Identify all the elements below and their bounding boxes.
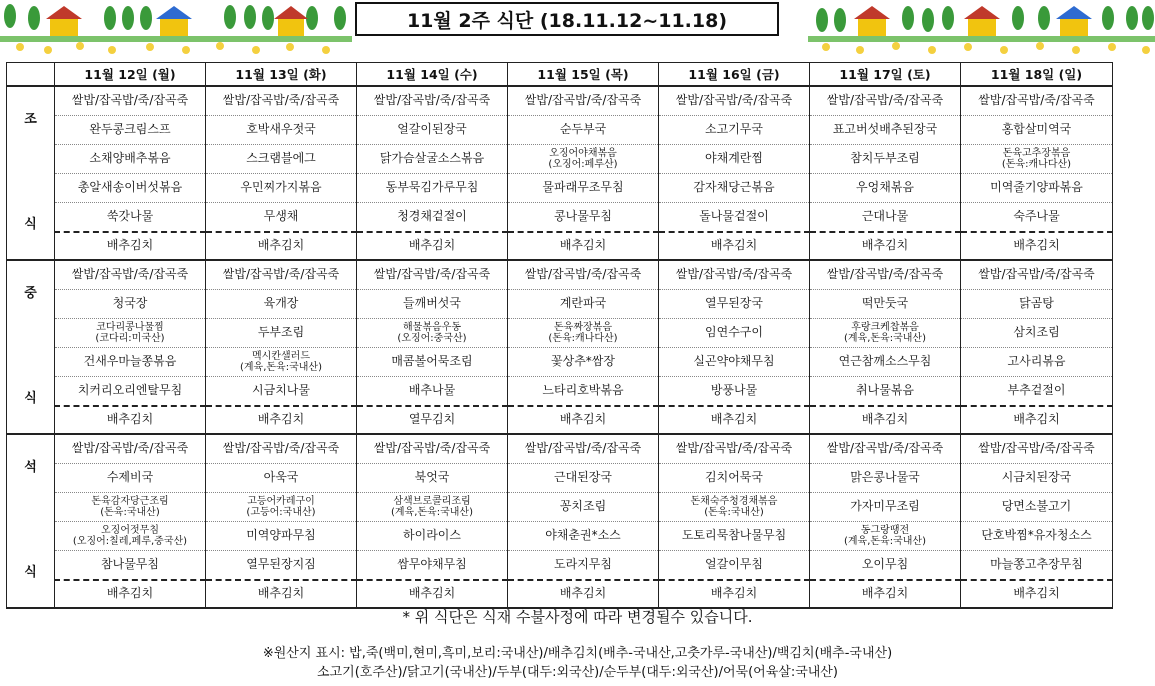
meal-label-bottom: 식 (24, 565, 37, 581)
menu-cell: 아욱국 (206, 464, 357, 493)
menu-cell: 배추김치 (508, 232, 659, 260)
menu-cell: 배추김치 (961, 232, 1113, 260)
day-header: 11월 16일 (금) (659, 63, 810, 87)
menu-cell: 시금치나물 (206, 377, 357, 407)
menu-cell: 콩나물무침 (508, 203, 659, 233)
menu-cell: 소채양배추볶음 (55, 145, 206, 174)
menu-cell: 돌나물겉절이 (659, 203, 810, 233)
menu-cell: 쌀밥/잡곡밥/죽/잡곡죽 (810, 434, 961, 464)
menu-cell: 쌈무야채무침 (357, 551, 508, 581)
menu-cell: 청국장 (55, 290, 206, 319)
day-header-row (7, 63, 1113, 87)
kimchi-row (7, 580, 1113, 608)
menu-cell: 쌀밥/잡곡밥/죽/잡곡죽 (961, 260, 1113, 290)
menu-cell: 쌀밥/잡곡밥/죽/잡곡죽 (810, 260, 961, 290)
menu-cell: 무생채 (206, 203, 357, 233)
menu-cell: 미역양파무침 (206, 522, 357, 551)
page-title: 11월 2주 식단 (18.11.12~11.18) (355, 2, 779, 36)
menu-cell: 소고기무국 (659, 116, 810, 145)
menu-row (7, 377, 1113, 407)
menu-cell: 건새우마늘쫑볶음 (55, 348, 206, 377)
menu-cell: 숙주나물 (961, 203, 1113, 233)
menu-cell: 쌀밥/잡곡밥/죽/잡곡죽 (961, 86, 1113, 116)
day-header: 11월 17일 (토) (810, 63, 961, 87)
menu-cell: 멕시칸샐러드 (계육,돈육:국내산) (206, 348, 357, 377)
menu-row (7, 522, 1113, 551)
menu-cell: 배추김치 (659, 580, 810, 608)
kimchi-row (7, 232, 1113, 260)
origin-line: ※원산지 표시: 밥,죽(백미,현미,흑미,보리:국내산)/배추김치(배추-국내산,고춧가루-국내산)/백김치(배추-국내산) (262, 646, 893, 661)
menu-cell: 쌀밥/잡곡밥/죽/잡곡죽 (357, 260, 508, 290)
menu-cell: 열무된장지짐 (206, 551, 357, 581)
meal-label-bottom: 식 (24, 391, 37, 407)
menu-cell: 미역줄기양파볶음 (961, 174, 1113, 203)
menu-row (7, 551, 1113, 581)
menu-cell: 배추김치 (206, 580, 357, 608)
menu-row (7, 260, 1113, 290)
house-icon (854, 6, 1092, 36)
menu-cell: 쌀밥/잡곡밥/죽/잡곡죽 (659, 434, 810, 464)
meal-label (7, 260, 55, 434)
menu-cell: 부추겉절이 (961, 377, 1113, 407)
menu-cell: 배추김치 (206, 232, 357, 260)
menu-cell: 삼색브로콜리조림 (계육,돈육:국내산) (357, 493, 508, 522)
menu-row (7, 319, 1113, 348)
menu-row (7, 493, 1113, 522)
kimchi-row (7, 406, 1113, 434)
menu-cell: 근대된장국 (508, 464, 659, 493)
menu-cell: 쌀밥/잡곡밥/죽/잡곡죽 (659, 260, 810, 290)
menu-cell: 쌀밥/잡곡밥/죽/잡곡죽 (206, 434, 357, 464)
menu-cell: 물파래무조무침 (508, 174, 659, 203)
menu-cell: 배추김치 (357, 232, 508, 260)
menu-cell: 배추김치 (357, 580, 508, 608)
menu-cell: 배추김치 (659, 406, 810, 434)
menu-cell: 닭가슴살굴소스볶음 (357, 145, 508, 174)
menu-table (6, 62, 1113, 609)
origin-line: 소고기(호주산)/닭고기(국내산)/두부(대두:외국산)/순두부(대두:외국산)/어묵(어육살:국내산) (317, 665, 838, 680)
day-header: 11월 18일 (일) (961, 63, 1113, 87)
menu-cell: 매콤볼어묵조림 (357, 348, 508, 377)
menu-cell: 느타리호박볶음 (508, 377, 659, 407)
menu-cell: 참치두부조림 (810, 145, 961, 174)
menu-cell: 참나물무침 (55, 551, 206, 581)
day-header: 11월 14일 (수) (357, 63, 508, 87)
meal-label-top: 조 (24, 112, 37, 127)
menu-row (7, 116, 1113, 145)
menu-cell: 수제비국 (55, 464, 206, 493)
menu-cell: 쌀밥/잡곡밥/죽/잡곡죽 (659, 86, 810, 116)
menu-cell: 취나물볶음 (810, 377, 961, 407)
menu-cell: 닭곰탕 (961, 290, 1113, 319)
menu-cell: 배추김치 (810, 406, 961, 434)
menu-cell: 오징어야채볶음 (오징어:페루산) (508, 145, 659, 174)
decorative-banner-left (0, 0, 352, 58)
menu-cell: 쌀밥/잡곡밥/죽/잡곡죽 (55, 434, 206, 464)
menu-cell: 열무된장국 (659, 290, 810, 319)
day-header: 11월 13일 (화) (206, 63, 357, 87)
menu-cell: 오이무침 (810, 551, 961, 581)
corner-cell (7, 63, 55, 87)
menu-cell: 삼치조림 (961, 319, 1113, 348)
menu-cell: 배추김치 (55, 406, 206, 434)
day-header: 11월 15일 (목) (508, 63, 659, 87)
menu-cell: 쌀밥/잡곡밥/죽/잡곡죽 (961, 434, 1113, 464)
menu-cell: 후랑크케찹볶음 (계육,돈육:국내산) (810, 319, 961, 348)
menu-cell: 배추김치 (961, 406, 1113, 434)
menu-cell: 배추김치 (206, 406, 357, 434)
menu-cell: 치커리오리엔탈무침 (55, 377, 206, 407)
menu-cell: 도토리묵참나물무침 (659, 522, 810, 551)
menu-cell: 맑은콩나물국 (810, 464, 961, 493)
menu-cell: 해물볶음우동 (오징어:중국산) (357, 319, 508, 348)
menu-cell: 쌀밥/잡곡밥/죽/잡곡죽 (357, 86, 508, 116)
menu-cell: 단호박찜*유자청소스 (961, 522, 1113, 551)
menu-cell: 쌀밥/잡곡밥/죽/잡곡죽 (55, 260, 206, 290)
menu-cell: 야채계란찜 (659, 145, 810, 174)
menu-cell: 시금치된장국 (961, 464, 1113, 493)
flower-icon (822, 42, 1150, 54)
menu-cell: 계란파국 (508, 290, 659, 319)
menu-cell: 표고버섯배추된장국 (810, 116, 961, 145)
menu-cell: 감자채당근볶음 (659, 174, 810, 203)
menu-cell: 돈채숙주청경채볶음 (돈육:국내산) (659, 493, 810, 522)
menu-row (7, 145, 1113, 174)
meal-label-top: 석 (24, 460, 37, 475)
menu-cell: 고사리볶음 (961, 348, 1113, 377)
menu-cell: 얼갈이된장국 (357, 116, 508, 145)
menu-cell: 쌀밥/잡곡밥/죽/잡곡죽 (55, 86, 206, 116)
menu-body (7, 86, 1113, 608)
meal-label-bottom: 식 (24, 217, 37, 233)
menu-cell: 우민찌가지볶음 (206, 174, 357, 203)
menu-cell: 마늘쫑고추장무침 (961, 551, 1113, 581)
menu-row (7, 348, 1113, 377)
menu-cell: 야채춘권*소스 (508, 522, 659, 551)
menu-cell: 방풍나물 (659, 377, 810, 407)
menu-cell: 홍합살미역국 (961, 116, 1113, 145)
menu-cell: 배추김치 (810, 580, 961, 608)
menu-cell: 배추김치 (810, 232, 961, 260)
menu-row (7, 290, 1113, 319)
menu-cell: 쌀밥/잡곡밥/죽/잡곡죽 (206, 86, 357, 116)
menu-cell: 배추김치 (508, 406, 659, 434)
change-notice: * 위 식단은 식재 수불사정에 따라 변경될수 있습니다. (402, 608, 753, 626)
menu-cell: 총알새송이버섯볶음 (55, 174, 206, 203)
menu-cell: 쑥갓나물 (55, 203, 206, 233)
menu-cell: 가자미무조림 (810, 493, 961, 522)
menu-cell: 하이라이스 (357, 522, 508, 551)
menu-cell: 순두부국 (508, 116, 659, 145)
menu-cell: 코다리콩나물찜 (코다리:미국산) (55, 319, 206, 348)
menu-row (7, 203, 1113, 233)
menu-cell: 배추김치 (508, 580, 659, 608)
menu-cell: 돈육짜장볶음 (돈육:캐나다산) (508, 319, 659, 348)
menu-cell: 육개장 (206, 290, 357, 319)
menu-row (7, 464, 1113, 493)
menu-cell: 쌀밥/잡곡밥/죽/잡곡죽 (508, 434, 659, 464)
menu-cell: 쌀밥/잡곡밥/죽/잡곡죽 (508, 86, 659, 116)
menu-cell: 배추김치 (961, 580, 1113, 608)
decorative-banner-right (808, 0, 1155, 58)
menu-cell: 고등어카레구이 (고등어:국내산) (206, 493, 357, 522)
menu-cell: 당면소불고기 (961, 493, 1113, 522)
menu-cell: 우엉채볶음 (810, 174, 961, 203)
menu-cell: 임연수구이 (659, 319, 810, 348)
day-header: 11월 12일 (월) (55, 63, 206, 87)
menu-cell: 배추김치 (55, 232, 206, 260)
menu-cell: 동부묵김가루무침 (357, 174, 508, 203)
origin-notice (0, 644, 1155, 682)
menu-cell: 돈육고추장볶음 (돈육:캐나다산) (961, 145, 1113, 174)
menu-cell: 쌀밥/잡곡밥/죽/잡곡죽 (810, 86, 961, 116)
menu-row (7, 174, 1113, 203)
menu-cell: 북엇국 (357, 464, 508, 493)
meal-label (7, 86, 55, 260)
menu-cell: 동그랑땡전 (계육,돈육:국내산) (810, 522, 961, 551)
menu-cell: 떡만둣국 (810, 290, 961, 319)
menu-cell: 스크램블에그 (206, 145, 357, 174)
menu-cell: 꽁치조림 (508, 493, 659, 522)
menu-cell: 완두콩크림스프 (55, 116, 206, 145)
menu-cell: 근대나물 (810, 203, 961, 233)
menu-row (7, 86, 1113, 116)
menu-cell: 얼갈이무침 (659, 551, 810, 581)
menu-cell: 열무김치 (357, 406, 508, 434)
menu-cell: 쌀밥/잡곡밥/죽/잡곡죽 (357, 434, 508, 464)
menu-cell: 배추김치 (659, 232, 810, 260)
menu-cell: 실곤약야채무침 (659, 348, 810, 377)
menu-cell: 돈육감자당근조림 (돈육:국내산) (55, 493, 206, 522)
menu-cell: 쌀밥/잡곡밥/죽/잡곡죽 (206, 260, 357, 290)
meal-label-top: 중 (24, 286, 37, 301)
menu-cell: 배추김치 (55, 580, 206, 608)
menu-cell: 꽃상추*쌈장 (508, 348, 659, 377)
menu-cell: 호박새우젓국 (206, 116, 357, 145)
menu-cell: 오징어젓무침 (오징어:칠레,페루,중국산) (55, 522, 206, 551)
menu-row (7, 434, 1113, 464)
menu-cell: 청경채겉절이 (357, 203, 508, 233)
menu-cell: 배추나물 (357, 377, 508, 407)
meal-label (7, 434, 55, 608)
menu-cell: 쌀밥/잡곡밥/죽/잡곡죽 (508, 260, 659, 290)
menu-cell: 도라지무침 (508, 551, 659, 581)
menu-cell: 연근참깨소스무침 (810, 348, 961, 377)
flower-icon (16, 42, 330, 54)
menu-cell: 두부조림 (206, 319, 357, 348)
menu-cell: 김치어묵국 (659, 464, 810, 493)
menu-cell: 들깨버섯국 (357, 290, 508, 319)
